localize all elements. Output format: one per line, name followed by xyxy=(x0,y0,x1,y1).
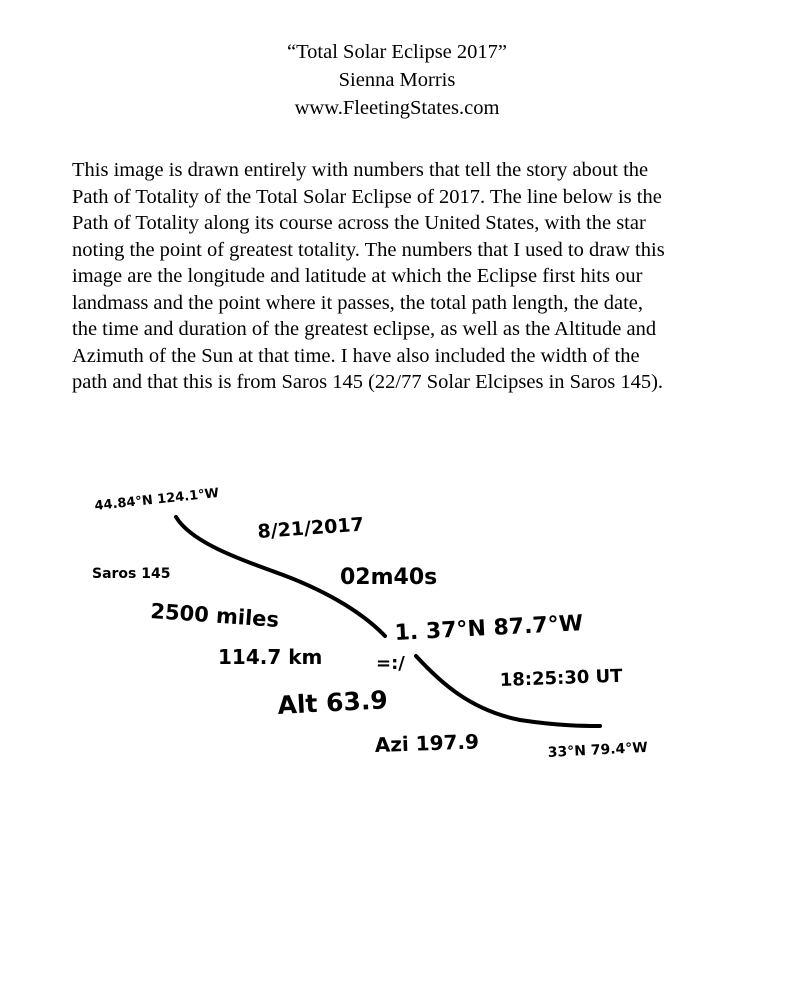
description-line: the time and duration of the greatest eclipse, as well as the Altitude and xyxy=(72,318,657,340)
website-link[interactable]: www.FleetingStates.com xyxy=(294,97,500,119)
path-width: 114.7 km xyxy=(218,645,323,669)
header xyxy=(0,38,794,122)
description-line: Path of Totality along its course across the United States, with the star xyxy=(72,212,646,234)
greatest-eclipse-marker: =:/ xyxy=(376,653,405,674)
start-coordinates: 44.84°N 124.1°W xyxy=(93,485,220,514)
path-length: 2500 miles xyxy=(149,599,280,632)
artwork-title: “Total Solar Eclipse 2017” xyxy=(286,41,507,63)
description-line: image are the longitude and latitude at which the Eclipse first hits our xyxy=(72,265,643,287)
sun-azimuth: Azi 197.9 xyxy=(374,729,480,757)
eclipse-date: 8/21/2017 xyxy=(256,513,365,543)
eclipse-duration: 02m40s xyxy=(340,565,438,590)
description-line: path and that this is from Saros 145 (22/77 Solar Elcipses in Saros 145). xyxy=(72,371,664,393)
greatest-eclipse-time: 18:25:30 UT xyxy=(499,665,623,691)
end-coordinates: 33°N 79.4°W xyxy=(547,739,649,761)
sun-altitude: Alt 63.9 xyxy=(276,685,389,720)
artist-name: Sienna Morris xyxy=(338,69,456,91)
description-line: noting the point of greatest totality. The numbers that I used to draw this xyxy=(72,238,665,261)
description-line: This image is drawn entirely with numbers that tell the story about the xyxy=(72,159,649,181)
saros-label: Saros 145 xyxy=(92,566,171,582)
description xyxy=(72,157,732,396)
description-line: Azimuth of the Sun at that time. I have also included the width of the xyxy=(72,344,640,367)
description-line: Path of Totality of the Total Solar Eclipse of 2017. The line below is the xyxy=(72,185,662,208)
path-of-totality-drawing xyxy=(0,460,794,780)
description-line: landmass and the point where it passes, the total path length, the date, xyxy=(72,291,644,314)
drawing-svg xyxy=(0,460,794,780)
greatest-eclipse-coordinates: 1. 37°N 87.7°W xyxy=(394,611,584,646)
